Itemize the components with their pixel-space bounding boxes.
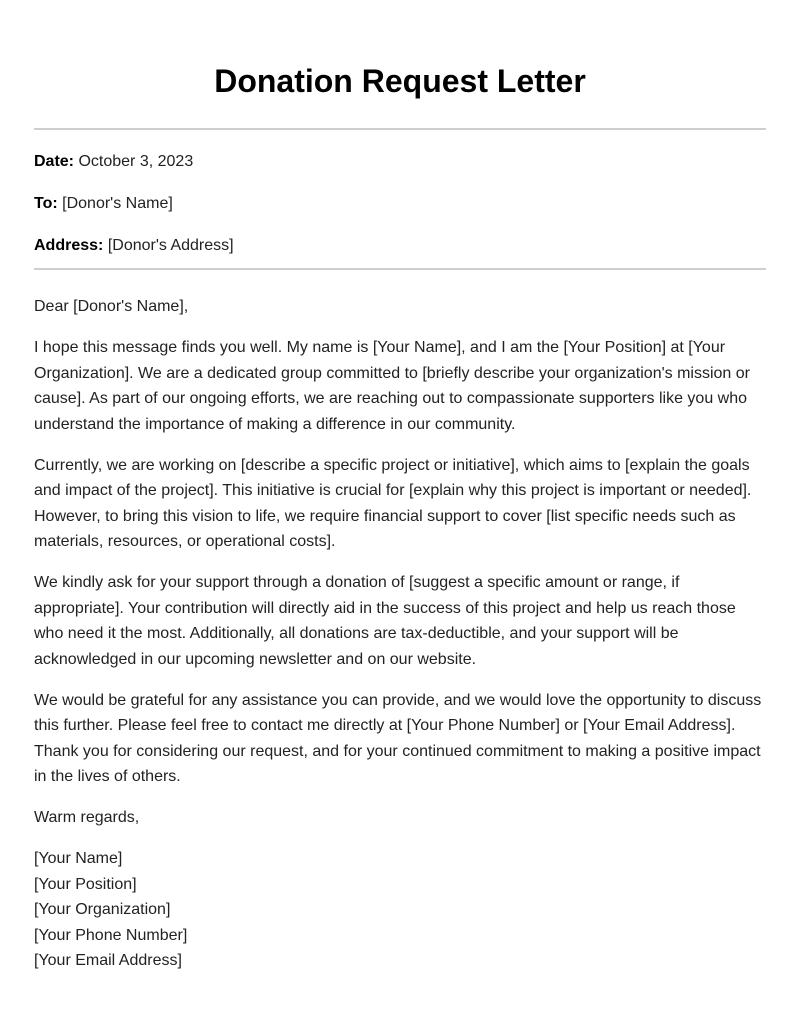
paragraph-closing: We would be grateful for any assistance you can provide, and we would love the opportunity to discuss this further. Please feel free to contact me directly at [Your Phone Number] or [Your Email Address]. Thank you for considering our request, and for your continued commitment to making a positive impact in the lives of others. (34, 691, 762, 785)
date-label: Date: (34, 153, 75, 170)
signature-block (34, 846, 766, 974)
paragraph-request: We kindly ask for your support through a donation of [suggest a specific amount or range, if appropriate]. Your contribution will directly aid in the success of this project and help us reach those who need it the most. Additionally, all donations are tax-deductible, and your support will be acknowledged in our upcoming newsletter and on our website. (34, 574, 736, 668)
signature-phone: [Your Phone Number] (34, 926, 188, 944)
address-row (34, 236, 766, 256)
letter-meta (34, 130, 766, 268)
recipient-label: To: (34, 195, 58, 212)
recipient-value: [Donor's Name] (62, 195, 173, 212)
address-label: Address: (34, 237, 104, 254)
letter-body (34, 270, 766, 974)
salutation: Dear [Donor's Name], (34, 298, 189, 315)
document-title: Donation Request Letter (214, 63, 586, 99)
signature-name: [Your Name] (34, 850, 123, 867)
recipient-row (34, 194, 766, 214)
address-value: [Donor's Address] (107, 237, 234, 254)
signature-organization: [Your Organization] (34, 901, 171, 918)
paragraph-introduction: I hope this message finds you well. My name is [Your Name], and I am the [Your Position] at [Your Organization]. We are a dedicated group committed to [briefly describe your organization's mission or cause]. As part of our ongoing efforts, we are reaching out to compassionate supporters like you who understand the importance of making a difference in our community. (34, 339, 750, 433)
date-value: October 3, 2023 (78, 153, 194, 170)
paragraph-project: Currently, we are working on [describe a specific project or initiative], which aims to [explain the goals and impact of the project]. This initiative is crucial for [explain why this project is important or needed]. However, to bring this vision to life, we require financial support to cover [list specific needs such as materials, resources, or operational costs]. (34, 456, 752, 550)
signature-position: [Your Position] (34, 875, 137, 893)
date-row (34, 152, 766, 172)
closing-phrase: Warm regards, (34, 809, 140, 826)
signature-email: [Your Email Address] (34, 952, 182, 969)
